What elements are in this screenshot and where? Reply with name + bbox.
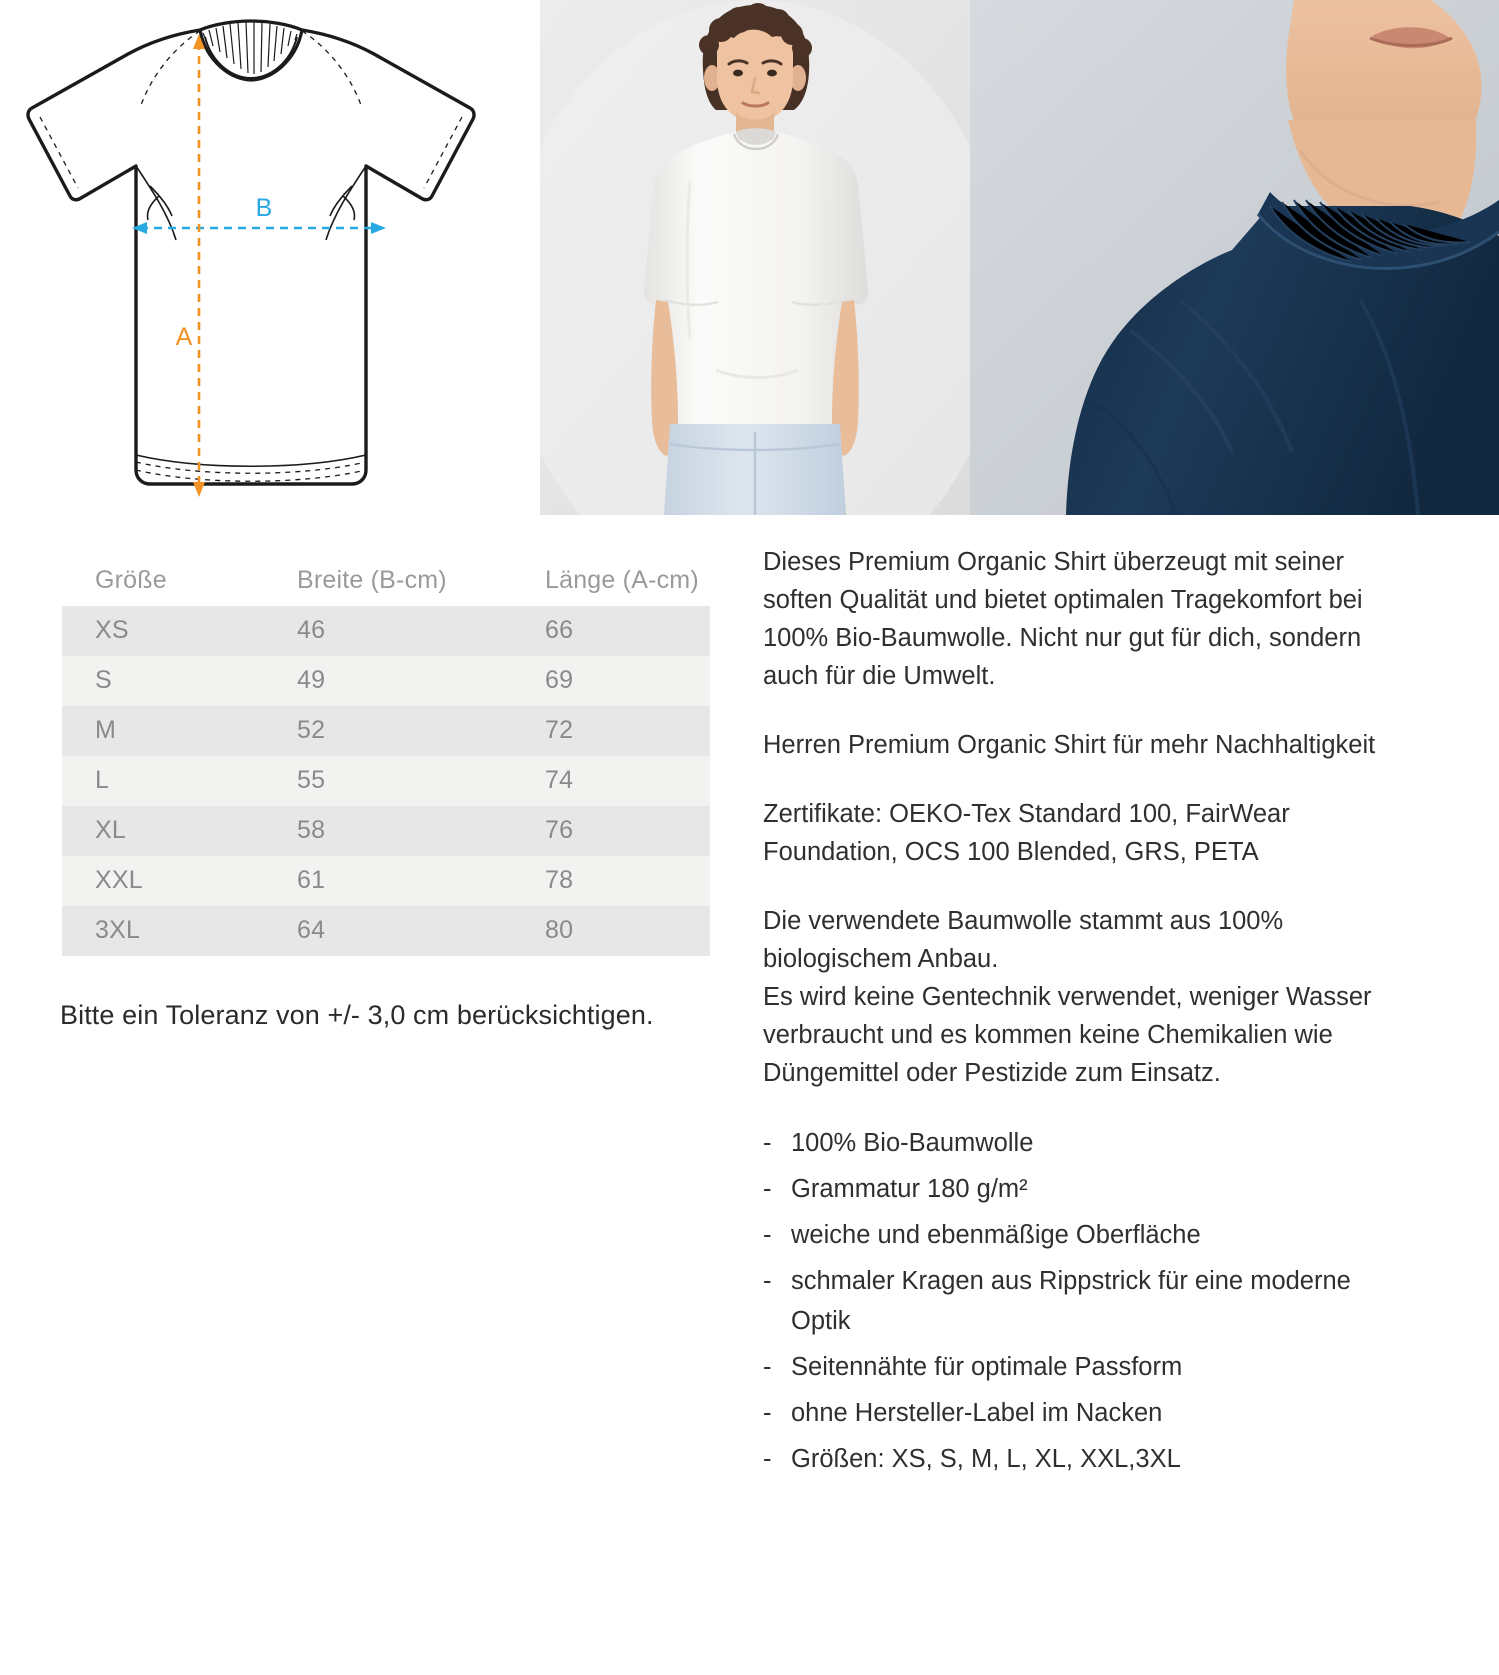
bullet-dash-icon: - — [763, 1267, 772, 1295]
list-item — [763, 1347, 1403, 1387]
cell-width: 64 — [297, 916, 326, 944]
collar-detail-photo — [970, 0, 1499, 515]
cell-length: 80 — [545, 916, 574, 944]
cell-length: 76 — [545, 816, 574, 844]
cell-length: 78 — [545, 866, 574, 894]
cell-size: L — [95, 766, 110, 794]
cell-width: 58 — [297, 816, 326, 844]
description-paragraph-5: Es wird keine Gentechnik verwendet, weniger Wasser verbraucht und es kommen keine Chemikalien wie Düngemittel oder Pestizide zum Einsatz. — [763, 983, 1372, 1087]
column-header-size: Größe — [95, 566, 167, 594]
tshirt-measurement-diagram — [0, 0, 540, 515]
table-header-row — [62, 556, 710, 606]
description-paragraph-2: Herren Premium Organic Shirt für mehr Nachhaltigkeit — [763, 731, 1376, 759]
cell-size: S — [95, 666, 112, 694]
cell-size: XS — [95, 616, 129, 644]
cell-size: M — [95, 716, 117, 744]
bullet-dash-icon: - — [763, 1129, 772, 1157]
list-item — [763, 1393, 1403, 1433]
list-item — [763, 1215, 1403, 1255]
cell-width: 46 — [297, 616, 326, 644]
collar-detail-illustration — [970, 0, 1499, 515]
cell-width: 52 — [297, 716, 326, 744]
bullet-dash-icon: - — [763, 1445, 772, 1473]
list-item-label: Größen: XS, S, M, L, XL, XXL,3XL — [791, 1445, 1181, 1473]
bullet-dash-icon: - — [763, 1399, 772, 1427]
table-row — [62, 806, 710, 856]
diagram-label-width: B — [255, 194, 273, 222]
description-certificates: Zertifikate: OEKO-Tex Standard 100, FairWear Foundation, OCS 100 Blended, GRS, PETA — [763, 800, 1290, 866]
list-item-label: Seitennähte für optimale Passform — [791, 1353, 1183, 1381]
cell-length: 66 — [545, 616, 574, 644]
cell-width: 61 — [297, 866, 326, 894]
description-paragraph-4: Die verwendete Baumwolle stammt aus 100% biologischem Anbau. — [763, 907, 1284, 973]
cell-size: 3XL — [95, 916, 141, 944]
list-item — [763, 1123, 1403, 1163]
tshirt-outline-icon — [0, 0, 540, 515]
cell-size: XL — [95, 816, 126, 844]
list-item-label: 100% Bio-Baumwolle — [791, 1129, 1034, 1157]
model-photo-illustration — [540, 0, 970, 515]
cell-width: 55 — [297, 766, 326, 794]
feature-list — [763, 1123, 1403, 1479]
model-photo — [540, 0, 970, 515]
bullet-dash-icon: - — [763, 1353, 772, 1381]
list-item-label: ohne Hersteller-Label im Nacken — [791, 1399, 1163, 1427]
column-header-width: Breite (B-cm) — [297, 566, 447, 594]
table-row — [62, 706, 710, 756]
table-row — [62, 906, 710, 956]
cell-size: XXL — [95, 866, 143, 894]
list-item — [763, 1169, 1403, 1209]
tolerance-note: Bitte ein Toleranz von +/- 3,0 cm berücksichtigen. — [60, 1000, 654, 1030]
bullet-dash-icon: - — [763, 1175, 772, 1203]
list-item-label: Grammatur 180 g/m² — [791, 1175, 1028, 1203]
list-item-label: schmaler Kragen aus Rippstrick für eine moderne Optik — [791, 1267, 1351, 1335]
table-row — [62, 656, 710, 706]
column-header-length: Länge (A-cm) — [545, 566, 699, 594]
table-row — [62, 606, 710, 656]
description-paragraph-1: Dieses Premium Organic Shirt überzeugt mit seiner soften Qualität und bietet optimalen Tragekomfort bei 100% Bio-Baumwolle. Nicht nur gut für dich, sondern auch für die Umwelt. — [763, 548, 1363, 690]
cell-length: 72 — [545, 716, 574, 744]
cell-width: 49 — [297, 666, 326, 694]
bullet-dash-icon: - — [763, 1221, 772, 1249]
cell-length: 74 — [545, 766, 574, 794]
product-description — [763, 543, 1403, 1485]
list-item — [763, 1261, 1403, 1341]
cell-length: 69 — [545, 666, 574, 694]
product-image-strip — [0, 0, 1499, 515]
table-row — [62, 756, 710, 806]
table-row — [62, 856, 710, 906]
size-chart-table — [62, 556, 710, 956]
diagram-label-length: A — [175, 323, 193, 351]
list-item — [763, 1439, 1403, 1479]
list-item-label: weiche und ebenmäßige Oberfläche — [791, 1221, 1201, 1249]
